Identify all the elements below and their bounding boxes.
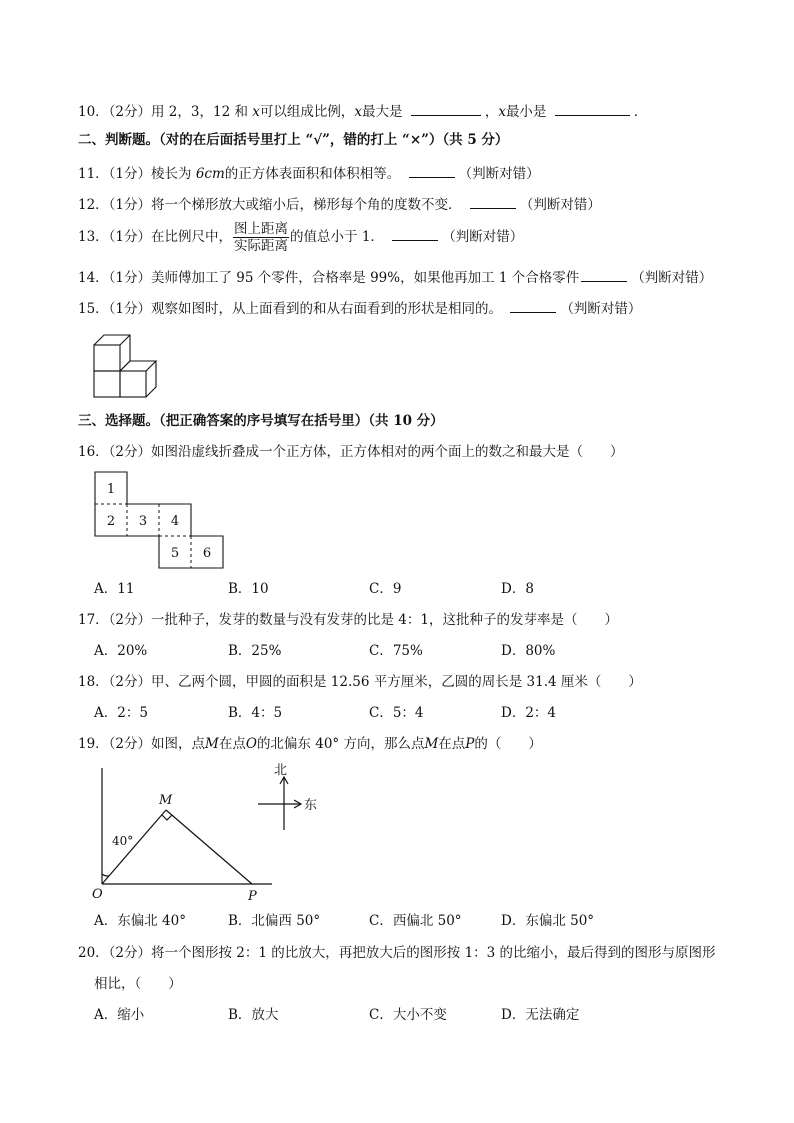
- question-11: [78, 163, 540, 184]
- q10-text-c: 最大是: [362, 104, 403, 120]
- q20-option-c[interactable]: C．大小不变: [369, 1007, 447, 1023]
- q10-text-a: 10．（2分）用 2，3，12 和: [78, 104, 248, 120]
- net-face-4: 4: [170, 514, 180, 529]
- q19-point-m2: M: [424, 736, 439, 752]
- q17-option-b[interactable]: B．25%: [228, 643, 282, 659]
- q19-option-c[interactable]: C．西偏北 50°: [369, 913, 462, 929]
- section-3-heading: 三、选择题。（把正确答案的序号填写在括号里）（共 10 分）: [78, 413, 444, 429]
- q13-fraction: [233, 221, 289, 254]
- q19-point-m: M: [205, 736, 219, 752]
- q17-option-a[interactable]: A．20%: [94, 643, 148, 659]
- q13-tail: （判断对错）: [442, 229, 524, 245]
- net-face-3: 3: [138, 514, 148, 529]
- net-face-2: 2: [106, 514, 116, 529]
- label-o: O: [92, 887, 103, 902]
- q20-option-a[interactable]: A．缩小: [94, 1007, 145, 1023]
- q19-option-a[interactable]: A．东偏北 40°: [94, 913, 186, 929]
- q15-tail: （判断对错）: [560, 301, 642, 317]
- question-17: 17．（2分）一批种子，发芽的数量与没有发芽的比是 4：1，这批种子的发芽率是（ ）: [78, 612, 618, 628]
- q10-var-x: x: [252, 104, 260, 120]
- q18-option-a[interactable]: A．2：5: [94, 705, 148, 721]
- compass-north-label: 北: [274, 763, 288, 778]
- q20-option-b[interactable]: B．放大: [228, 1007, 279, 1023]
- q13-fraction-denominator: 实际距离: [234, 238, 289, 254]
- q10-sep: ，: [484, 104, 499, 120]
- net-face-1: 1: [106, 482, 116, 497]
- q19-option-d[interactable]: D．东偏北 50°: [501, 913, 595, 929]
- net-face-5: 5: [170, 546, 180, 561]
- q19-text-c: 的北偏东 40° 方向，那么点: [256, 736, 425, 752]
- q15-answer-blank[interactable]: [510, 298, 556, 313]
- q19-text-e: 的（ ）: [474, 736, 542, 752]
- q10-text-b: 可以组成比例，: [259, 104, 355, 120]
- q19-text-a: 19．（2分）如图，点: [78, 736, 206, 752]
- question-13: [78, 220, 523, 254]
- q16-option-b[interactable]: B．10: [228, 581, 269, 597]
- q10-text-d: 最小是: [505, 104, 547, 120]
- q13-answer-blank[interactable]: [392, 226, 438, 241]
- q17-option-d[interactable]: D．80%: [501, 643, 556, 659]
- question-14: [78, 267, 712, 288]
- q15-text: 15．（1分）观察如图时，从上面看到的和从右面看到的形状是相同的。: [78, 301, 503, 317]
- q19-point-p: P: [465, 736, 475, 752]
- label-m: M: [159, 793, 173, 808]
- q13-text-b: 的值总小于 1．: [290, 229, 384, 245]
- q14-answer-blank[interactable]: [581, 267, 627, 282]
- q12-tail: （判断对错）: [519, 197, 601, 213]
- question-12: [78, 194, 601, 215]
- q11-answer-blank[interactable]: [409, 163, 455, 178]
- q18-option-c[interactable]: C．5：4: [369, 705, 424, 721]
- q20-option-d[interactable]: D．无法确定: [501, 1007, 580, 1023]
- question-15: [78, 298, 641, 319]
- label-angle: 40°: [112, 834, 134, 848]
- q19-point-o: O: [245, 736, 257, 752]
- compass-east-label: 东: [304, 798, 318, 813]
- question-10: [78, 101, 647, 122]
- q10-var-x3: x: [498, 104, 506, 120]
- q13-text-a: 13．（1分）在比例尺中，: [78, 229, 233, 245]
- q10-answer-blank-min[interactable]: [555, 101, 630, 116]
- q12-answer-blank[interactable]: [470, 194, 516, 209]
- question-20-line-2: 相比，（ ）: [94, 976, 182, 992]
- q11-text-b: 的正方体表面积和体积相等。: [224, 166, 401, 182]
- q15-cube-figure: [88, 326, 168, 402]
- question-19: [78, 734, 542, 754]
- q19-direction-figure: [88, 760, 328, 906]
- net-face-6: 6: [202, 546, 212, 561]
- q16-option-c[interactable]: C．9: [369, 581, 402, 597]
- q11-unit: 6cm: [195, 166, 225, 182]
- q16-cube-net: [94, 471, 226, 573]
- question-20-line-1: 20．（2分）将一个图形按 2：1 的比放大，再把放大后的图形按 1：3 的比缩小，最后得到的图形与原图形: [78, 945, 716, 961]
- q10-answer-blank-max[interactable]: [411, 101, 481, 116]
- question-18: 18．（2分）甲、乙两个圆，甲圆的面积是 12.56 平方厘米，乙圆的周长是 31.4 厘米（ ）: [78, 674, 642, 690]
- q18-option-b[interactable]: B．4：5: [228, 705, 283, 721]
- q11-text-a: 11．（1分）棱长为: [78, 166, 192, 182]
- q10-var-x2: x: [354, 104, 363, 120]
- q11-tail: （判断对错）: [458, 166, 540, 182]
- q10-end: ．: [633, 104, 648, 120]
- q18-option-d[interactable]: D．2：4: [501, 705, 557, 721]
- q12-text: 12．（1分）将一个梯形放大或缩小后，梯形每个角的度数不变．: [78, 197, 462, 213]
- question-16: 16．（2分）如图沿虚线折叠成一个正方体，正方体相对的两个面上的数之和最大是（ ）: [78, 444, 624, 460]
- q19-option-b[interactable]: B．北偏西 50°: [228, 913, 321, 929]
- section-2-heading: 二、判断题。（对的在后面括号里打上 “√”，错的打上 “×”）（共 5 分）: [78, 132, 509, 148]
- q16-option-a[interactable]: A．11: [94, 581, 135, 597]
- q16-option-d[interactable]: D．8: [501, 581, 534, 597]
- q14-tail: （判断对错）: [631, 270, 713, 286]
- q13-fraction-numerator: 图上距离: [234, 221, 289, 237]
- q19-text-b: 在点: [218, 736, 246, 752]
- compass-icon: [258, 777, 301, 830]
- label-p: P: [248, 889, 257, 904]
- q17-option-c[interactable]: C．75%: [369, 643, 423, 659]
- q19-text-d: 在点: [438, 736, 466, 752]
- q14-text: 14．（1分）美师傅加工了 95 个零件，合格率是 99%，如果他再加工 1 个合格零件: [78, 270, 580, 286]
